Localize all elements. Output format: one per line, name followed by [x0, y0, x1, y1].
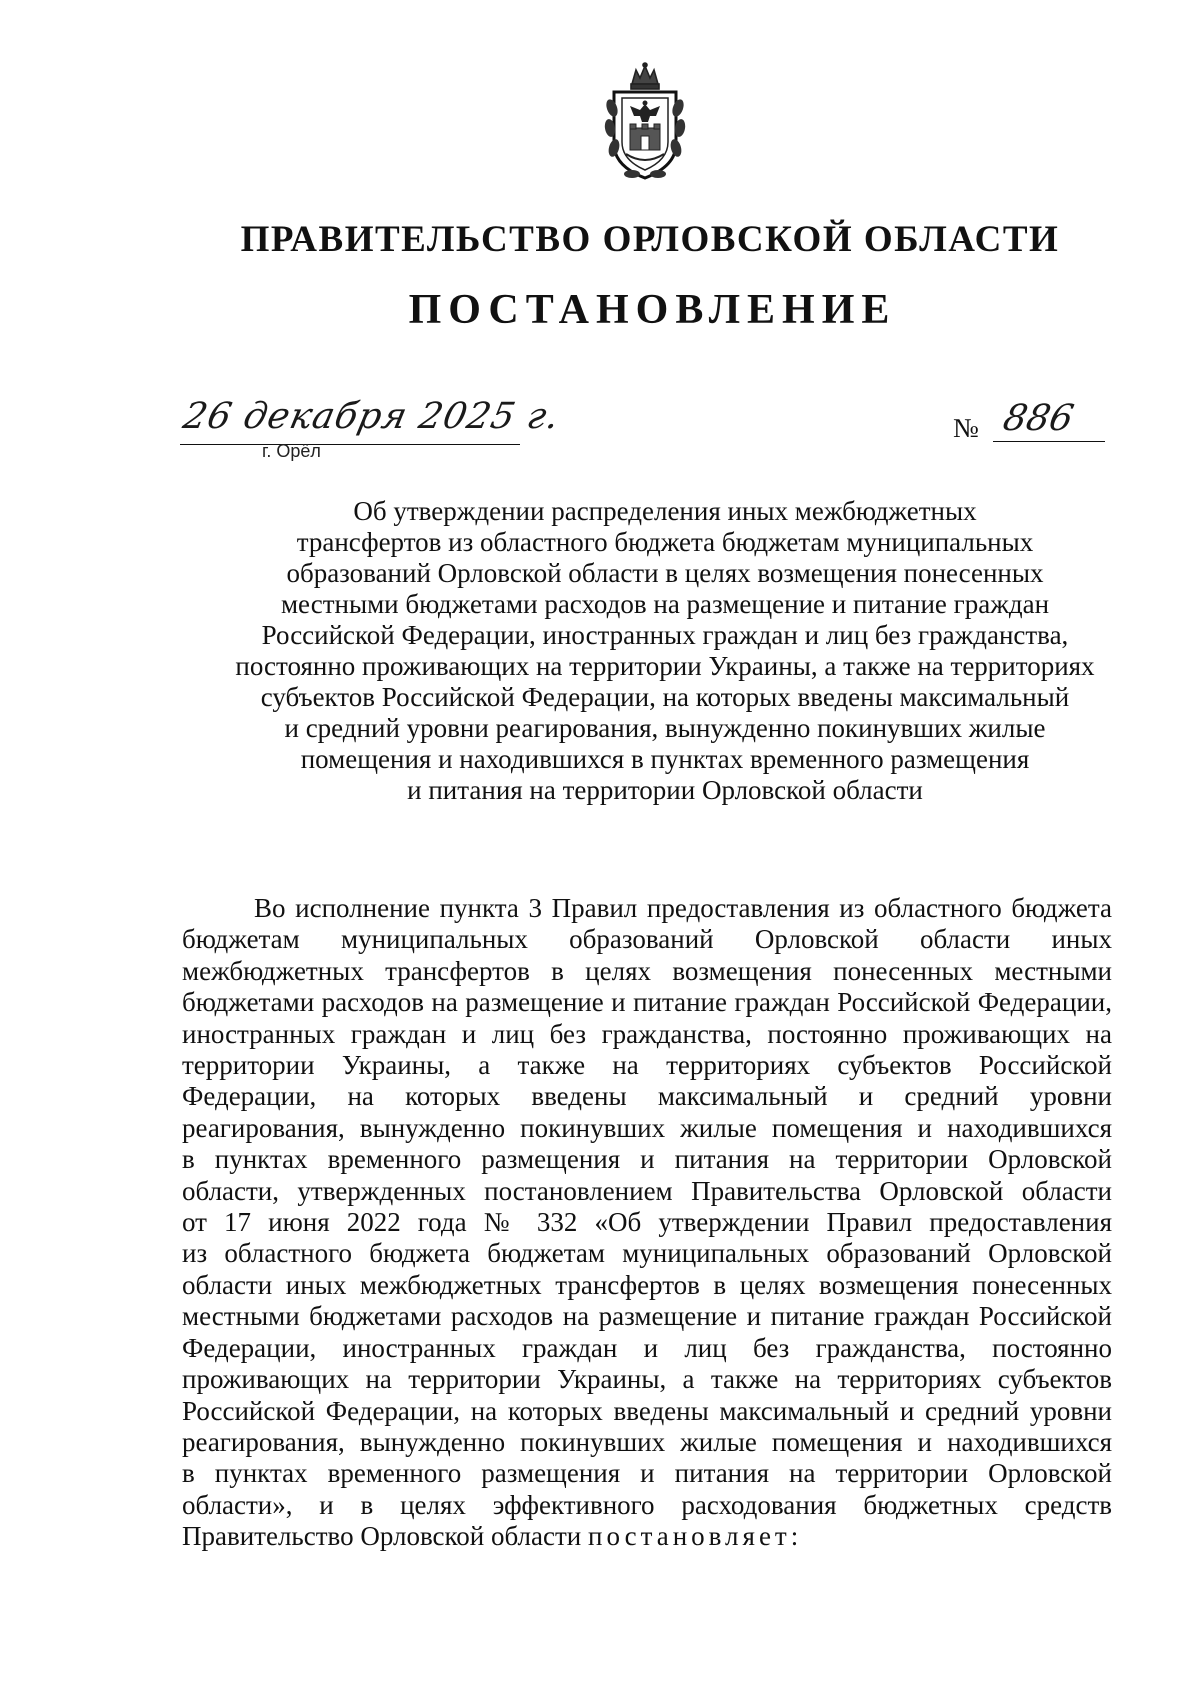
body-line: Федерации, иностранных граждан и лиц без гражданства, постоянно — [182, 1332, 1112, 1363]
body-line: области», и в целях эффективного расходования бюджетных средств — [182, 1489, 1112, 1520]
body-line: местными бюджетами расходов на размещение и питание граждан Российской — [182, 1301, 1112, 1332]
resolution-word: постановляет: — [588, 1521, 803, 1552]
document-subject — [180, 496, 1110, 806]
body-line: области, утвержденных постановлением Правительства Орловской области — [182, 1175, 1112, 1206]
body-line: Федерации, на которых введены максимальный и средний уровни — [182, 1081, 1112, 1112]
document-body — [182, 893, 1112, 1553]
subject-line: Российской Федерации, иностранных граждан и лиц без гражданства, — [261, 620, 1069, 650]
document-city: г. Орёл — [262, 441, 321, 461]
body-line: Во исполнение пункта 3 Правил предоставления из областного бюджета — [254, 893, 1112, 923]
subject-line: и средний уровни реагирования, вынужденно покинувших жилые — [284, 713, 1046, 743]
orel-oblast-coat-of-arms-icon — [604, 62, 686, 182]
body-line: области иных межбюджетных трансфертов в целях возмещения понесенных — [182, 1269, 1112, 1300]
subject-line: местными бюджетами расходов на размещение и питание граждан — [280, 589, 1050, 619]
subject-line: Об утверждении распределения иных межбюджетных — [353, 496, 977, 526]
subject-line: образований Орловской области в целях возмещения понесенных — [286, 558, 1044, 588]
subject-line: субъектов Российской Федерации, на которых введены максимальный — [260, 682, 1070, 712]
number-sign: № — [953, 413, 979, 443]
body-line: реагирования, вынужденно покинувших жилые помещения и находившихся — [182, 1426, 1112, 1457]
body-final-line-prefix: Правительство Орловской области — [182, 1521, 588, 1552]
body-line: Российской Федерации, на которых введены максимальный и средний уровни — [182, 1395, 1112, 1426]
subject-line: помещения и находившихся в пунктах временного размещения — [300, 744, 1030, 774]
body-line: иностранных граждан и лиц без гражданства, постоянно проживающих на — [182, 1018, 1112, 1049]
body-line: в пунктах временного размещения и питания на территории Орловской — [182, 1458, 1112, 1489]
body-line: проживающих на территории Украины, а также на территориях субъектов — [182, 1364, 1112, 1395]
body-line: бюджетами расходов на размещение и питание граждан Российской Федерации, — [182, 987, 1112, 1018]
subject-line: постоянно проживающих на территории Украины, а также на территориях — [235, 651, 1095, 681]
body-line: территории Украины, а также на территориях субъектов Российской — [182, 1050, 1112, 1081]
document-type: ПОСТАНОВЛЕНИЕ — [408, 287, 897, 333]
subject-line: и питания на территории Орловской области — [407, 775, 923, 805]
subject-line: трансфертов из областного бюджета бюджетам муниципальных — [296, 527, 1034, 557]
body-line: в пунктах временного размещения и питания на территории Орловской — [182, 1144, 1112, 1175]
body-line: от 17 июня 2022 года № 332 «Об утверждении Правил предоставления — [182, 1207, 1112, 1238]
body-final-line — [182, 1521, 1112, 1552]
body-line: бюджетам муниципальных образований Орловской области иных — [182, 924, 1112, 955]
body-line: реагирования, вынужденно покинувших жилые помещения и находившихся — [182, 1112, 1112, 1143]
body-line: из областного бюджета бюджетам муниципальных образований Орловской — [182, 1238, 1112, 1269]
body-line: межбюджетных трансфертов в целях возмещения понесенных местными — [182, 955, 1112, 986]
government-title: ПРАВИТЕЛЬСТВО ОРЛОВСКОЙ ОБЛАСТИ — [240, 219, 1060, 260]
document-date: 26 декабря 2025 г. — [179, 396, 564, 437]
document-number: 886 — [999, 398, 1078, 439]
